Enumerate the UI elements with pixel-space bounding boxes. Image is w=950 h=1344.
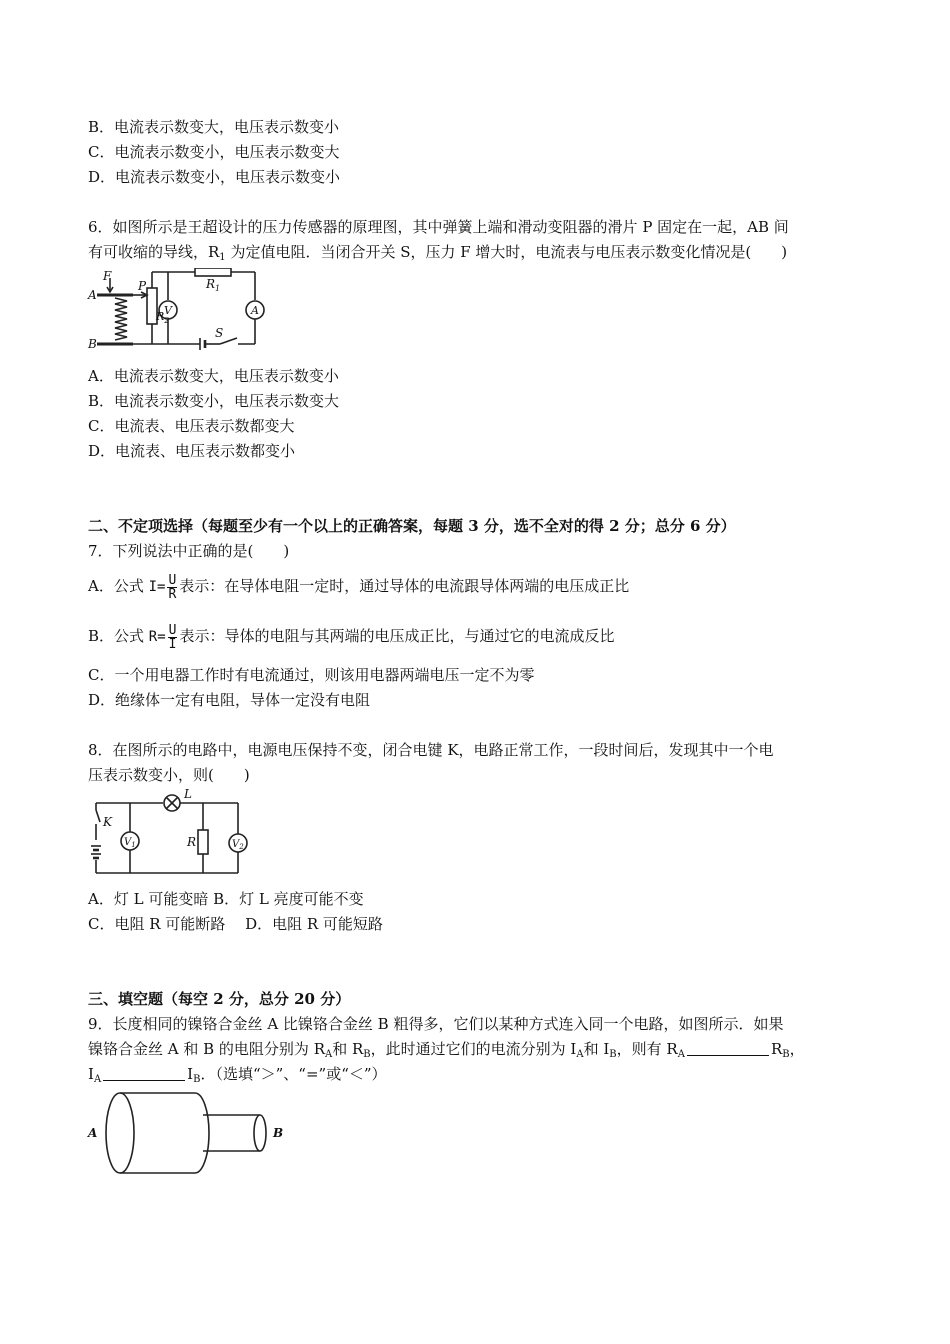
q6-label-R2: $R_2$ <box>156 310 170 325</box>
q7-b-fraction: $\frac{U}{I}$ <box>168 622 177 652</box>
q7-stem: 7．下列说法中正确的是( ) <box>88 542 290 560</box>
q7-option-c: C．一个用电器工作时有电流通过，则该用电器两端电压一定不为零 <box>88 666 535 684</box>
q9-blank-1[interactable] <box>687 1041 769 1056</box>
section2-heading: 二、不定项选择（每题至少有一个以上的正确答案，每题 3 分，选不全对的得 2 分；总分 6 分） <box>88 517 736 535</box>
q7-a-fraction: $\frac{U}{R}$ <box>168 572 177 602</box>
q6-label-B: B <box>88 337 97 351</box>
q6-label-S: S <box>215 326 224 340</box>
q7-option-d: D．绝缘体一定有电阻，导体一定没有电阻 <box>88 691 371 709</box>
q5-option-d: D．电流表示数变小，电压表示数变小 <box>88 168 341 186</box>
q5-option-c: C．电流表示数变小，电压表示数变大 <box>88 143 340 161</box>
q6-stem-line2: 有可收缩的导线，$R_1$ 为定值电阻．当闭合开关 S，压力 F 增大时，电流表与电压表示数变化情况是( ) <box>88 243 788 263</box>
q6-stem-line1: 6．如图所示是王超设计的压力传感器的原理图，其中弹簧上端和滑动变阻器的滑片 P 固定在一起，AB 间 <box>88 218 789 236</box>
q6-option-d: D．电流表、电压表示数都变小 <box>88 442 296 460</box>
q5-option-b: B．电流表示数变大，电压表示数变小 <box>88 118 340 136</box>
q8-label-L: L <box>184 788 192 801</box>
q8-options-row1: A．灯 L 可能变暗 B．灯 L 亮度可能不变 <box>88 890 364 908</box>
q7-option-b: B．公式 R= $\frac{U}{I}$ 表示：导体的电阻与其两端的电压成正比，与通过它的电流成反比 <box>88 622 615 652</box>
q9-stem-line2: 镍铬合金丝 A 和 B 的电阻分别为 $R_A$和 $R_B$，此时通过它们的电流分别为 $I_A$和 $I_B$，则有 $R_A$ $R_B$， <box>88 1040 805 1060</box>
q8-label-R: R <box>187 835 197 849</box>
q6-label-R1: $R_1$ <box>206 277 221 293</box>
q6-label-V: V <box>164 304 172 317</box>
q6-option-a: A．电流表示数变大，电压表示数变小 <box>88 367 339 385</box>
q8-options-row2: C．电阻 R 可能断路 D．电阻 R 可能短路 <box>88 915 383 933</box>
q6-label-A: A <box>88 288 97 302</box>
q9-label-B: B <box>273 1126 284 1140</box>
q8-circuit-figure <box>88 788 248 878</box>
q6-label-F: F <box>103 269 112 283</box>
q8-label-V2: $V_2$ <box>232 839 244 851</box>
q6-circuit-figure <box>85 268 265 352</box>
q9-stem-line1: 9．长度相同的镍铬合金丝 A 比镍铬合金丝 B 粗得多，它们以某种方式连入同一个电路，如图所示．如果 <box>88 1015 784 1033</box>
q6-option-c: C．电流表、电压表示数都变大 <box>88 417 295 435</box>
q6-label-ammeter: A <box>251 304 259 317</box>
q8-label-V1: $V_1$ <box>124 837 136 849</box>
q6-option-b: B．电流表示数变小，电压表示数变大 <box>88 392 340 410</box>
q9-wire-figure <box>85 1088 285 1180</box>
q9-label-A: A <box>88 1126 98 1140</box>
q8-label-K: K <box>103 815 112 829</box>
q9-stem-line3: $I_A$ $I_B$．（选填“＞”、“=”或“＜”） <box>88 1065 387 1085</box>
section3-heading: 三、填空题（每空 2 分，总分 20 分） <box>88 990 351 1008</box>
q8-stem-line1: 8．在图所示的电路中，电源电压保持不变，闭合电键 K，电路正常工作，一段时间后，发现其中一个电 <box>88 741 774 759</box>
q9-blank-2[interactable] <box>103 1066 185 1081</box>
q8-stem-line2: 压表示数变小，则( ) <box>88 766 250 784</box>
q6-label-P: P <box>138 279 147 293</box>
q7-option-a: A．公式 I= $\frac{U}{R}$ 表示：在导体电阻一定时，通过导体的电流跟导体两端的电压成正比 <box>88 572 630 602</box>
